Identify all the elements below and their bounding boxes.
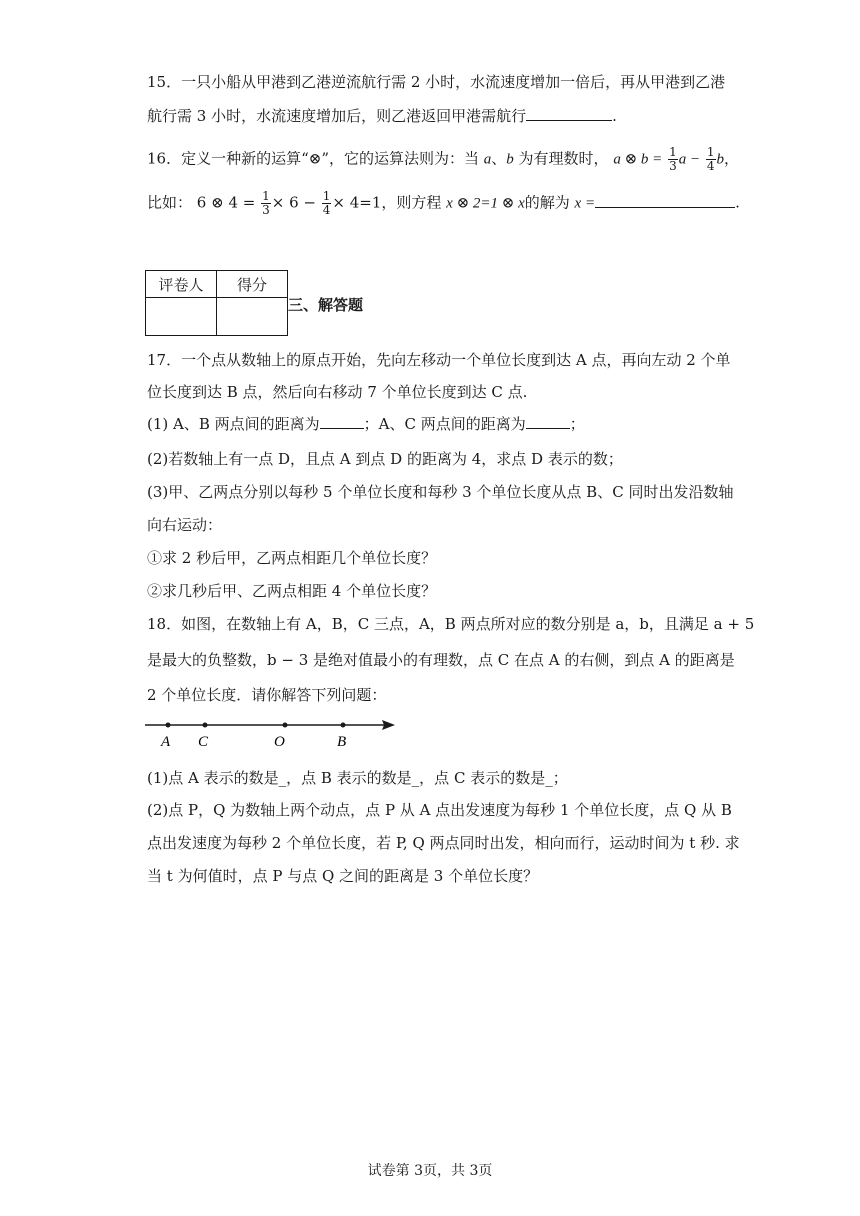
q16-example-expr-3: × 4=1，则方程 xyxy=(332,193,442,212)
q16-line-1-prefix: 16．定义一种新的运算“⊗”，它的运算法则为：当 xyxy=(147,149,484,168)
q17-sub-question-2: ②求几秒后甲、乙两点相距 4 个单位长度？ xyxy=(147,582,437,600)
q18-part-2-line-3: 当 t 为何值时，点 P 与点 Q 之间的距离是 3 个单位长度？ xyxy=(147,867,539,885)
q16-comma: ， xyxy=(724,149,740,168)
q16-example-expr-1: 6 ⊗ 4 = xyxy=(196,193,256,212)
q17-sub-question-1: ①求 2 秒后甲，乙两点相距几个单位长度？ xyxy=(147,549,437,567)
q17-blank-ac[interactable] xyxy=(526,414,570,429)
q16-b-end: b xyxy=(716,151,725,168)
q18-part-1: (1)点 A 表示的数是_，点 B 表示的数是_，点 C 表示的数是_； xyxy=(147,769,568,787)
q16-line-2 xyxy=(147,190,740,217)
q16-var-b: b xyxy=(506,151,514,168)
point-O xyxy=(283,723,288,728)
q17-part-1-text-a: (1) A、B 两点间的距离为 xyxy=(147,415,320,433)
frac-num: 1 xyxy=(262,189,270,203)
page-footer: 试卷第 3页，共 3页 xyxy=(367,1163,493,1179)
point-C xyxy=(203,723,208,728)
q16-a-minus: a − xyxy=(678,151,701,168)
q15-line-2 xyxy=(147,106,617,126)
score-table-grader-header: 评卷人 xyxy=(146,271,217,298)
point-A xyxy=(166,723,171,728)
q15-line-1: 15．一只小船从甲港到乙港逆流航行需 2 小时，水流速度增加一倍后，再从甲港到乙港 xyxy=(147,73,726,91)
label-A: A xyxy=(161,734,171,750)
q17-part-3-line-1: (3)甲、乙两点分别以每秒 5 个单位长度和每秒 3 个单位长度从点 B、C 同时出发沿数轴 xyxy=(147,483,734,501)
q17-line-1: 17．一个点从数轴上的原点开始，先向左移动一个单位长度到达 A 点，再向左动 2 个单 xyxy=(147,351,731,369)
q16-var-a: a xyxy=(483,151,492,168)
score-table-score-cell[interactable] xyxy=(217,298,288,336)
q15-answer-blank[interactable] xyxy=(526,106,612,121)
q18-line-3: 2 个单位长度．请你解答下列问题： xyxy=(147,686,387,704)
frac-den: 3 xyxy=(669,159,677,173)
q16-def-left: a ⊗ b = xyxy=(613,151,663,168)
q18-line-2: 是最大的负整数，b − 3 是绝对值最小的有理数，点 C 在点 A 的右侧，到点 A 的距离是 xyxy=(147,651,735,669)
frac-den: 4 xyxy=(322,203,331,217)
q15-line-2-text: 航行需 3 小时，水流速度增加后，则乙港返回甲港需航行 xyxy=(147,107,527,125)
q16-fraction-one-fourth xyxy=(706,146,716,173)
q17-part-1-text-b: ；A、C 两点间的距离为 xyxy=(363,415,526,433)
label-O: O xyxy=(274,734,285,750)
frac-den: 4 xyxy=(706,159,715,173)
frac-num: 1 xyxy=(322,189,331,203)
q16-sep: 、 xyxy=(491,149,507,168)
frac-den: 3 xyxy=(262,203,270,217)
number-line-figure xyxy=(140,712,410,752)
q16-line-1 xyxy=(147,146,739,173)
q16-example-expr-2: × 6 − xyxy=(271,193,316,212)
score-table-grader-cell[interactable] xyxy=(146,298,217,336)
q16-fraction-one-third xyxy=(668,146,678,173)
frac-num: 1 xyxy=(706,145,715,159)
label-B: B xyxy=(337,734,347,750)
label-C: C xyxy=(198,734,209,750)
q17-blank-ab[interactable] xyxy=(320,414,364,429)
q16-example-fraction-one-fourth xyxy=(322,190,332,217)
q16-equation: x ⊗ 2=1 ⊗ x xyxy=(446,195,525,212)
q17-part-1-text-c: ； xyxy=(569,415,585,433)
frac-num: 1 xyxy=(669,145,677,159)
score-table xyxy=(145,270,288,336)
q18-part-2-line-1: (2)点 P，Q 为数轴上两个动点，点 P 从 A 点出发速度为每秒 1 个单位长度，点 Q 从 B xyxy=(147,801,732,819)
score-table-score-header: 得分 xyxy=(217,271,288,298)
q16-end: . xyxy=(735,193,740,212)
q16-line-1-suffix: 为有理数时， xyxy=(513,149,609,168)
q17-part-3-line-2: 向右运动： xyxy=(147,516,223,534)
point-B xyxy=(341,723,346,728)
q17-line-2: 位长度到达 B 点，然后向右移动 7 个单位长度到达 C 点. xyxy=(147,383,528,401)
q18-part-2-line-2: 点出发速度为每秒 2 个单位长度，若 P, Q 两点同时出发，相向而行，运动时间为 t 秒. 求 xyxy=(147,834,740,852)
q18-line-1: 18．如图，在数轴上有 A，B，C 三点，A，B 两点所对应的数分别是 a，b，且满足 a + 5 xyxy=(147,615,755,633)
q16-solution-prefix: 的解为 xyxy=(524,193,570,212)
section-title: 三、解答题 xyxy=(288,296,364,314)
q16-example-prefix: 比如： xyxy=(147,193,193,212)
q17-part-2: (2)若数轴上有一点 D，且点 A 到点 D 的距离为 4，求点 D 表示的数； xyxy=(147,450,623,468)
q16-example-fraction-one-third xyxy=(261,190,271,217)
q15-end: . xyxy=(612,107,617,125)
q16-x-equals: x = xyxy=(574,195,596,212)
q17-part-1 xyxy=(147,414,585,434)
q16-answer-blank[interactable] xyxy=(595,193,735,208)
